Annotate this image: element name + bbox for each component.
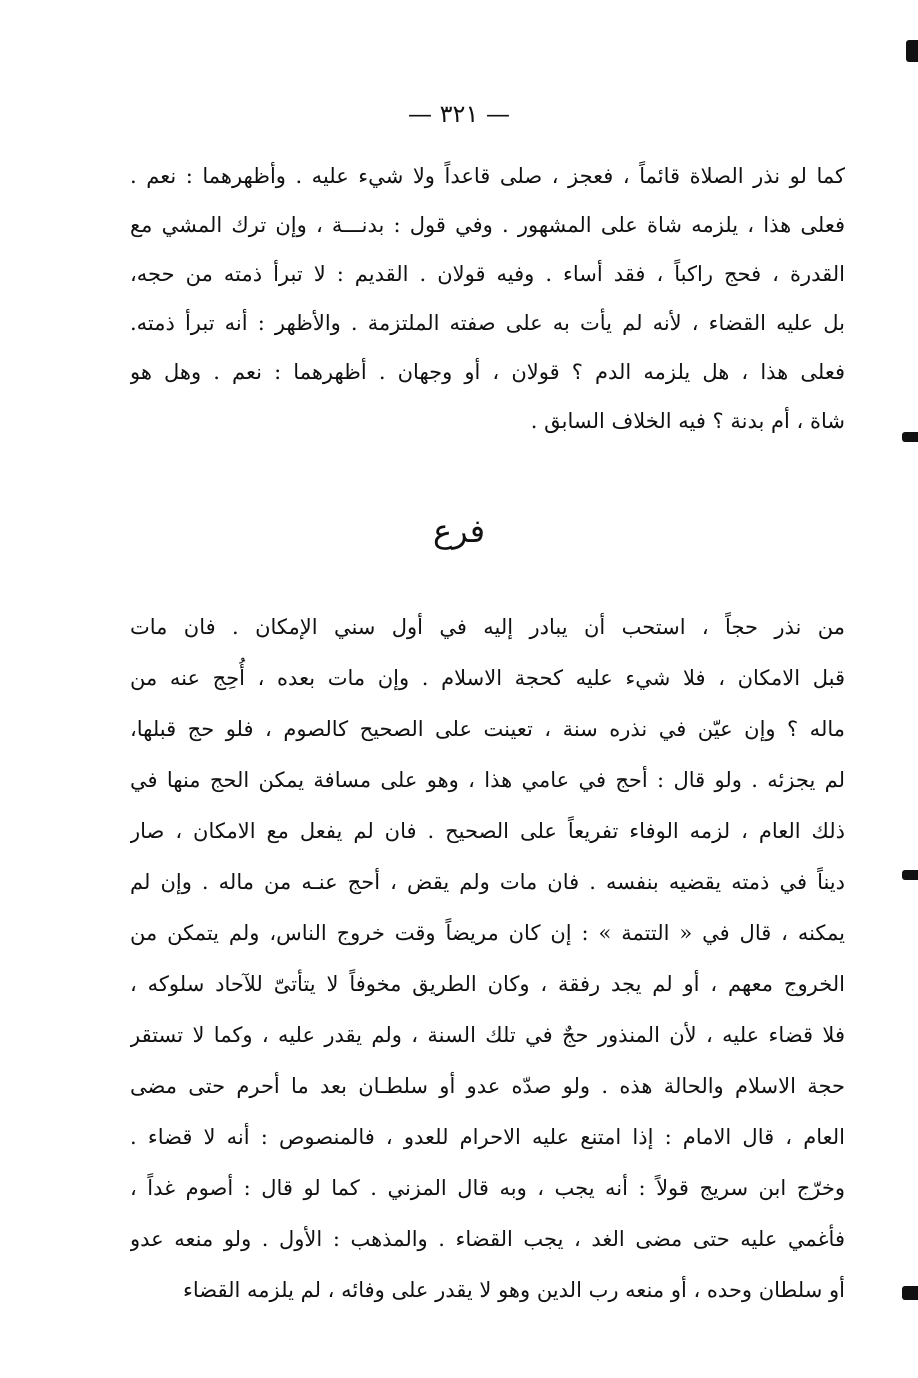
text-line: القدرة ، فحج راكباً ، فقد أساء . وفيه قولان . القديم : لا تبرأ ذمته من حجه، xyxy=(130,262,845,286)
text-line: أو سلطان وحده ، أو منعه رب الدين وهو لا يقدر على وفائه ، لم يلزمه القضاء xyxy=(183,1278,845,1302)
text-line: الخروج معهم ، أو لم يجد رفقة ، وكان الطريق مخوفاً لا يتأتىّ للآحاد سلوكه ، xyxy=(130,972,845,996)
paragraph-continuation xyxy=(130,152,845,446)
text-line: يمكنه ، قال في « التتمة » : إن كان مريضاً وقت خروج الناس، ولم يتمكن من xyxy=(130,921,845,945)
text-line: فعلى هذا ، هل يلزمه الدم ؟ قولان ، أو وجهان . أظهرهما : نعم . وهل هو xyxy=(130,360,845,384)
scan-edge-mark xyxy=(902,1286,918,1300)
scan-edge-mark xyxy=(906,40,918,62)
text-line: فأغمي عليه حتى مضى الغد ، يجب القضاء . والمذهب : الأول . ولو منعه عدو xyxy=(130,1227,845,1251)
text-line: حجة الاسلام والحالة هذه . ولو صدّه عدو أو سلطـان بعد ما أحرم حتى مضى xyxy=(130,1074,845,1098)
text-line: قبل الامكان ، فلا شيء عليه كحجة الاسلام . وإن مات بعده ، أُحِج عنه من xyxy=(130,666,845,690)
text-line: شاة ، أم بدنة ؟ فيه الخلاف السابق . xyxy=(530,409,845,433)
text-line: وخرّج ابن سريج قولاً : أنه يجب ، وبه قال المزني . كما لو قال : أصوم غداً ، xyxy=(130,1176,845,1200)
text-line: بل عليه القضاء ، لأنه لم يأت به على صفته الملتزمة . والأظهر : أنه تبرأ ذمته. xyxy=(130,311,845,335)
scan-edge-mark xyxy=(902,870,918,880)
text-line: العام ، قال الامام : إذا امتنع عليه الاحرام للعدو ، فالمنصوص : أنه لا قضاء . xyxy=(130,1125,845,1149)
section-heading: فرع xyxy=(432,512,486,550)
scan-edge-mark xyxy=(902,432,918,442)
page-number: — ٣٢١ — xyxy=(408,100,510,128)
text-line: لم يجزئه . ولو قال : أحج في عامي هذا ، وهو على مسافة يمكن الحج منها في xyxy=(130,768,845,792)
text-line: ديناً في ذمته يقضيه بنفسه . فان مات ولم يقض ، أحج عنـه من ماله . وإن لم xyxy=(130,870,845,894)
text-line: ماله ؟ وإن عيّن في نذره سنة ، تعينت على الصحيح كالصوم ، فلو حج قبلها، xyxy=(130,717,845,741)
paragraph-far xyxy=(130,602,845,1316)
text-line: فعلى هذا ، يلزمه شاة على المشهور . وفي قول : بدنـــة ، وإن ترك المشي مع xyxy=(130,213,845,237)
text-line: فلا قضاء عليه ، لأن المنذور حجٌ في تلك السنة ، ولم يقدر عليه ، وكما لا تستقر xyxy=(130,1023,845,1047)
text-line: كما لو نذر الصلاة قائماً ، فعجز ، صلى قاعداً ولا شيء عليه . وأظهرهما : نعم . xyxy=(130,164,845,188)
text-line: من نذر حجاً ، استحب أن يبادر إليه في أول سني الإمكان . فان مات xyxy=(130,615,845,639)
text-line: ذلك العام ، لزمه الوفاء تفريعاً على الصحيح . فان لم يفعل مع الامكان ، صار xyxy=(130,819,845,843)
